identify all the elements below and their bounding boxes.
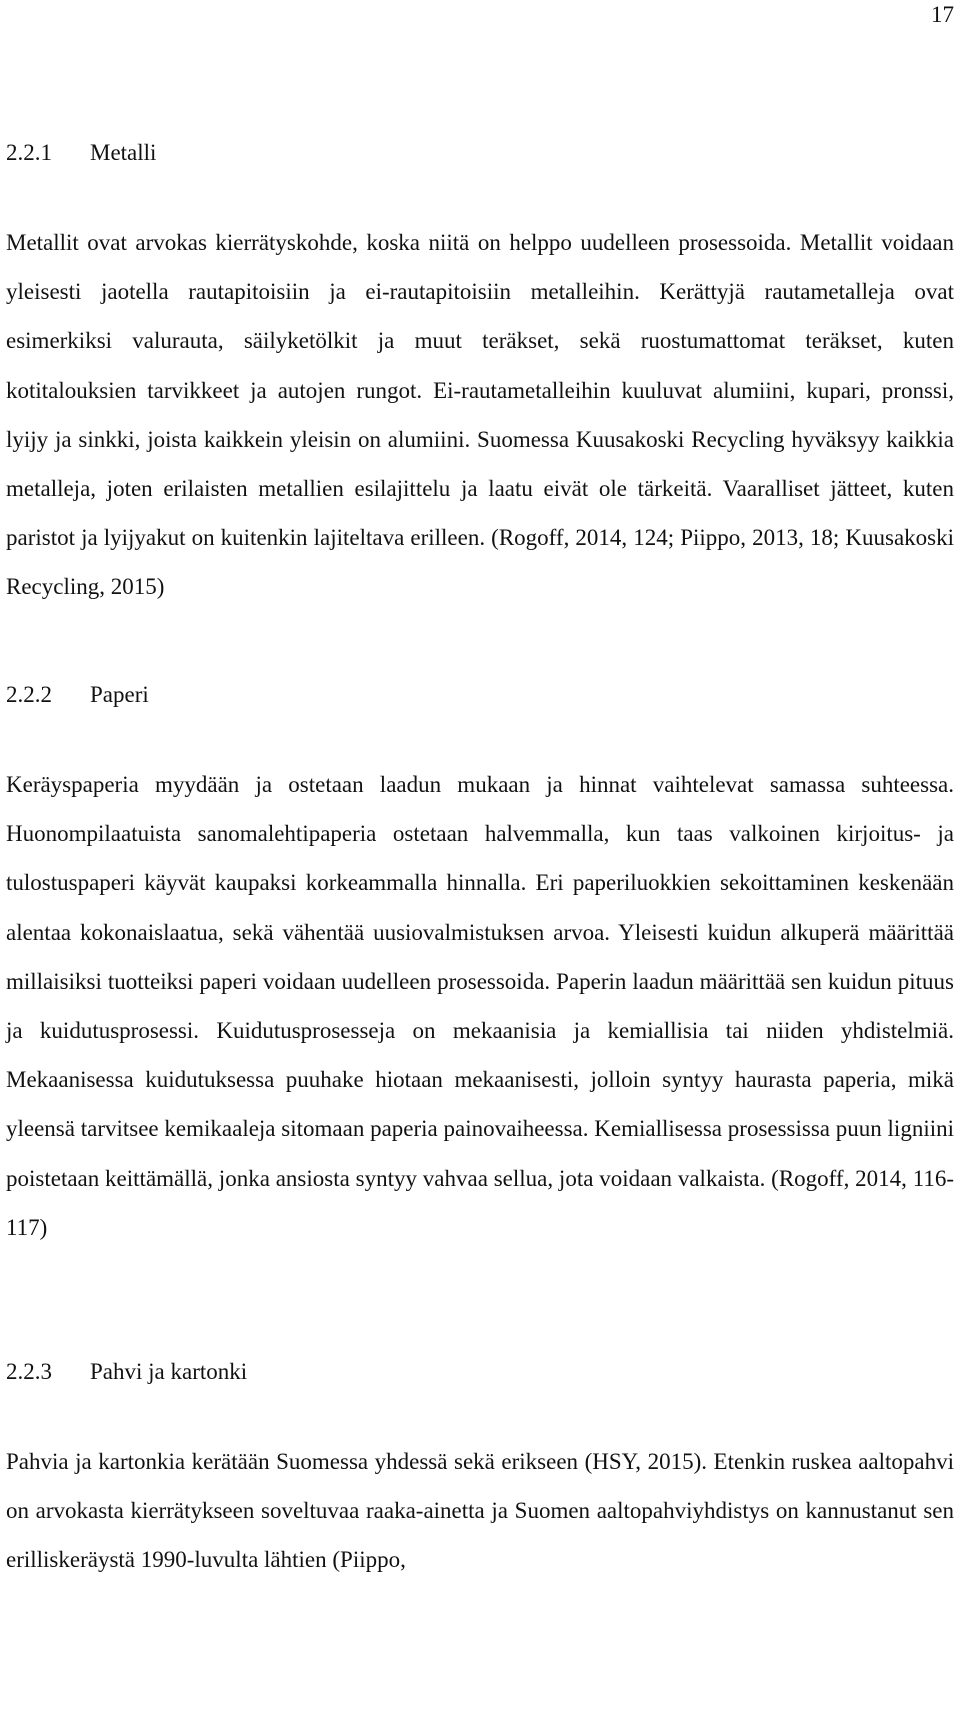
paragraph-pahvi-ja-kartonki: Pahvia ja kartonkia kerätään Suomessa yhdessä sekä erikseen (HSY, 2015). Etenkin ruskea aaltopahvi on arvokasta kierrätykseen soveltuvaa raaka-ainetta ja Suomen aaltopahviyhdistys on kannustanut sen erilliskeräystä 1990-luvulta lähtien (Piippo, <box>6 1449 954 1573</box>
section-heading-pahvi-ja-kartonki <box>6 1357 247 1387</box>
paragraph-metalli: Metallit ovat arvokas kierrätyskohde, koska niitä on helppo uudelleen prosessoida. Metallit voidaan yleisesti jaotella rautapitoisiin ja ei-rautapitoisiin metalleihin. Kerättyjä rautametalleja ovat esimerkiksi valurauta, säilyketölkit ja muut teräkset, sekä ruostumattomat teräkset, kuten kotitalouksien tarvikkeet ja autojen rungot. Ei-rautametalleihin kuuluvat alumiini, kupari, pronssi, lyijy ja sinkki, joista kaikkein yleisin on alumiini. Suomessa Kuusakoski Recycling hyväksyy kaikkia metalleja, joten erilaisten metallien esilajittelu ja laatu eivät ole tärkeitä. Vaaralliset jätteet, kuten paristot ja lyijyakut on kuitenkin lajiteltava erilleen. (Rogoff, 2014, 124; Piippo, 2013, 18; Kuusakoski Recycling, 2015) <box>6 230 954 600</box>
page-number: 17 <box>931 2 954 27</box>
paragraph-paperi: Keräyspaperia myydään ja ostetaan laadun mukaan ja hinnat vaihtelevat samassa suhteessa. Huonompilaatuista sanomalehtipaperia ostetaan halvemmalla, kun taas valkoinen kirjoitus- ja tulostuspaperi käyvät kaupaksi korkeammalla hinnalla. Eri paperiluokkien sekoittaminen keskenään alentaa kokonaislaatua, sekä vähentää uusiovalmistuksen arvoa. Yleisesti kuidun alkuperä määrittää millaisiksi tuotteiksi paperi voidaan uudelleen prosessoida. Paperin laadun määrittää sen kuidun pituus ja kuidutusprosessi. Kuidutusprosesseja on mekaanisia ja kemiallisia tai niiden yhdistelmiä. Mekaanisessa kuidutuksessa puuhake hiotaan mekaanisesti, jolloin syntyy haurasta paperia, mikä yleensä tarvitsee kemikaaleja sitomaan paperia painovaiheessa. Kemiallisessa prosessissa puun ligniini poistetaan keittämällä, jonka ansiosta syntyy vahvaa sellua, jota voidaan valkaista. (Rogoff, 2014, 116-117) <box>6 772 954 1240</box>
section-title: Paperi <box>90 682 149 707</box>
section-number: 2.2.2 <box>6 682 52 707</box>
section-heading-paperi <box>6 680 149 710</box>
section-number: 2.2.3 <box>6 1359 52 1384</box>
section-number: 2.2.1 <box>6 140 52 165</box>
section-title: Pahvi ja kartonki <box>90 1359 248 1384</box>
section-heading-metalli <box>6 138 156 168</box>
section-title: Metalli <box>90 140 157 165</box>
